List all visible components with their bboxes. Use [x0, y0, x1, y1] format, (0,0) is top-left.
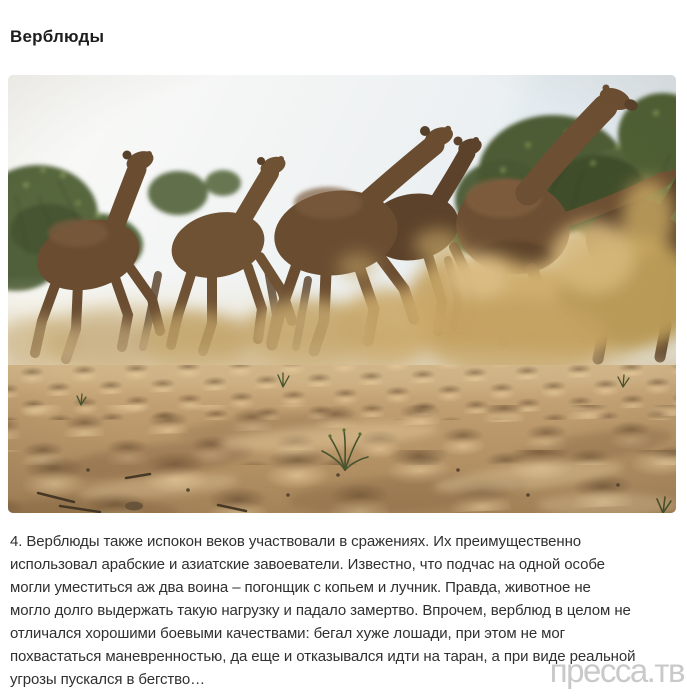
paragraph-line: отличался хорошими боевыми качествами: бегал хуже лошади, при этом не мог: [10, 625, 565, 642]
article-paragraph: [10, 530, 682, 691]
paragraph-line: 4. Верблюды также испокон веков участвовали в сражениях. Их преимущественно: [10, 533, 582, 550]
page-title: Верблюды: [10, 27, 105, 46]
paragraph-line: могло долго выдержать такую нагрузку и падало замертво. Впрочем, верблюд в целом не: [10, 602, 631, 619]
camels-photo-canvas: [8, 75, 676, 513]
paragraph-line: похвастаться маневренностью, да еще и отказывался идти на таран, а при виде реальной: [10, 648, 636, 665]
paragraph-line: использовал арабские и азиатские завоеватели. Известно, что подчас на одной особе: [10, 556, 605, 573]
paragraph-line: угрозы пускался в бегство…: [10, 671, 206, 688]
photo-vignette: [8, 75, 676, 513]
paragraph-line: могли уместиться аж два воина – погонщик с копьем и лучник. Правда, животное не: [10, 579, 591, 596]
watermark: пресса.тв: [549, 652, 684, 689]
camels-photo: [8, 75, 676, 513]
